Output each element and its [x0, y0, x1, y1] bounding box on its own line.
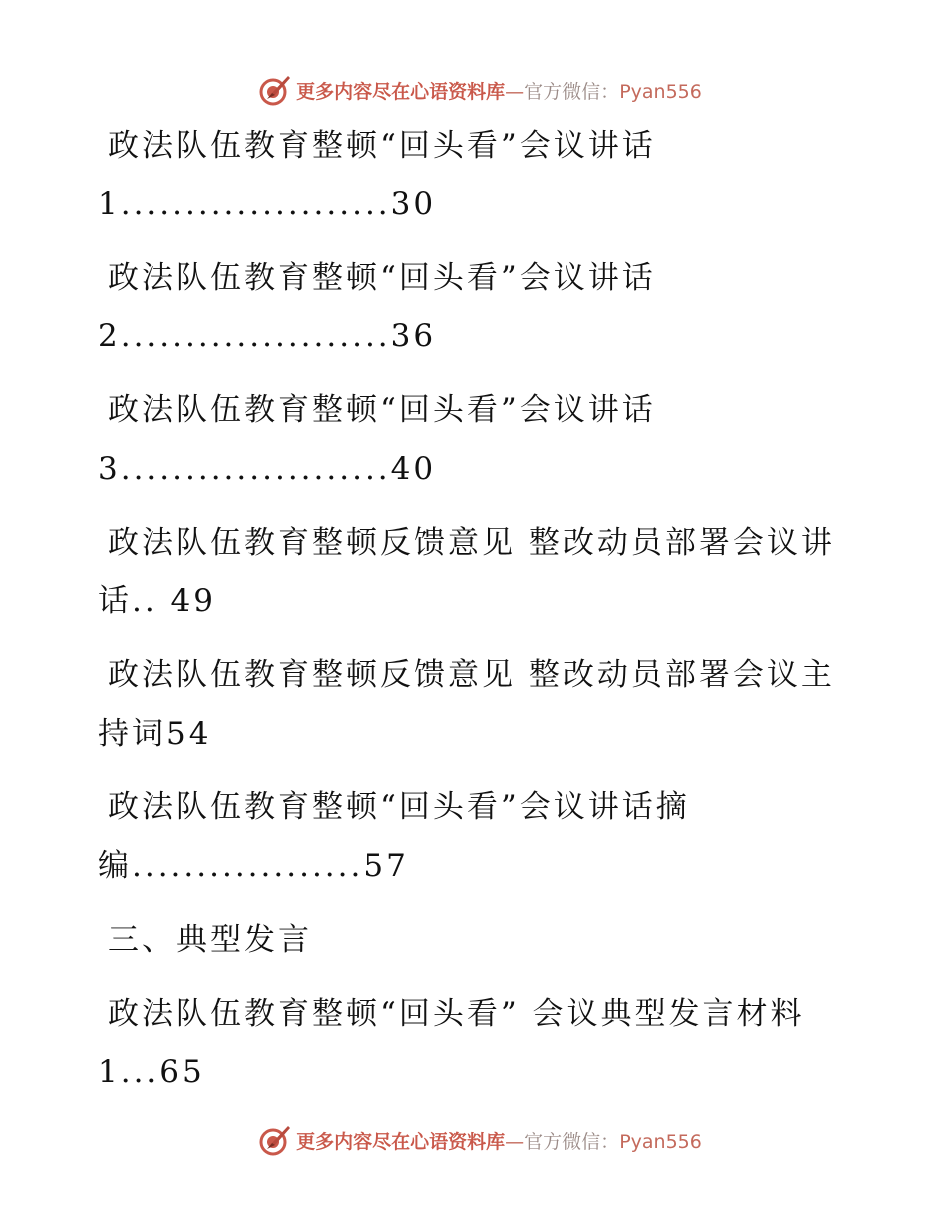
toc-entry-1-title: 政法队伍教育整顿“回头看”会议讲话 — [108, 128, 656, 164]
toc-entry-2-page: 2.....................36 — [98, 318, 437, 354]
watermark-wechat-id: Pyan556 — [619, 1130, 702, 1153]
toc-entry-5-page: 持词54 — [98, 716, 212, 752]
watermark-wechat-id: Pyan556 — [619, 80, 702, 103]
watermark-content — [258, 1123, 702, 1157]
toc-entry-2-title: 政法队伍教育整顿“回头看”会议讲话 — [108, 260, 656, 296]
toc-entry-3-title: 政法队伍教育整顿“回头看”会议讲话 — [108, 392, 656, 428]
watermark-dash: — — [505, 1130, 525, 1153]
toc-entry-7-page: 1...65 — [98, 1054, 205, 1090]
toc-entry-4-page: 话.. 49 — [98, 583, 217, 619]
quill-logo-icon — [258, 1123, 292, 1157]
watermark-dash: — — [505, 80, 525, 103]
toc-entry-6-title: 政法队伍教育整顿“回头看”会议讲话摘 — [108, 789, 690, 825]
footer-watermark — [0, 1120, 950, 1160]
watermark-label: 官方微信： — [524, 1130, 620, 1153]
watermark-site: 更多内容尽在心语资料库 — [296, 1130, 506, 1153]
toc-entry-4-title: 政法队伍教育整顿反馈意见 整改动员部署会议讲 — [108, 525, 835, 561]
toc-entry-6-page: 编..................57 — [98, 848, 409, 884]
watermark-site: 更多内容尽在心语资料库 — [296, 80, 506, 103]
watermark-label: 官方微信： — [524, 80, 620, 103]
toc-entry-3-page: 3.....................40 — [98, 451, 437, 487]
watermark-text — [296, 1127, 702, 1154]
toc-entry-7-title: 政法队伍教育整顿“回头看” 会议典型发言材料 — [108, 996, 805, 1032]
toc-entry-1-page: 1.....................30 — [98, 186, 437, 222]
toc-entry-5-title: 政法队伍教育整顿反馈意见 整改动员部署会议主 — [108, 657, 835, 693]
section-heading: 三、典型发言 — [108, 922, 312, 958]
